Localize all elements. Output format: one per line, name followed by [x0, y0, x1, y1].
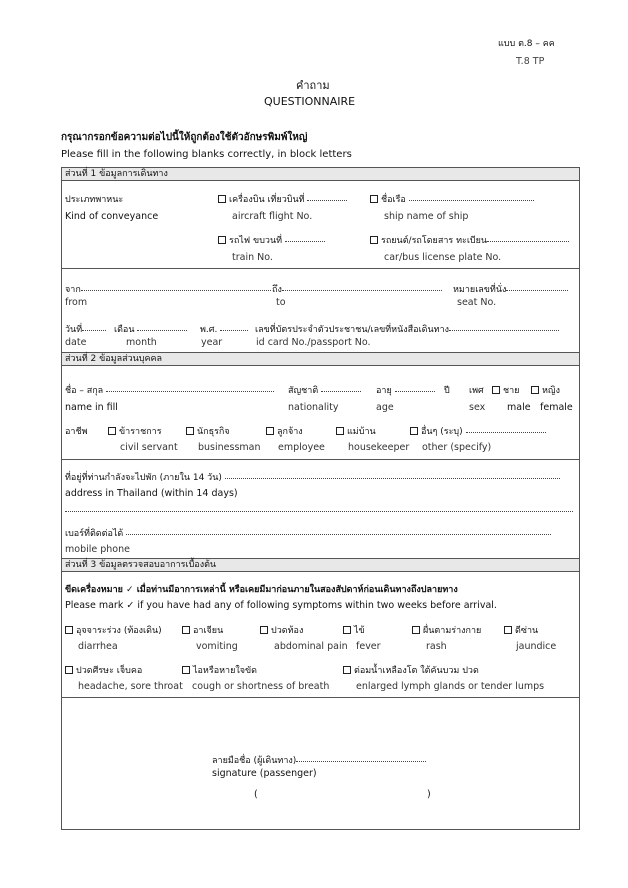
- symptom-lymph-en: enlarged lymph glands or tender lumps: [356, 681, 545, 692]
- title-en: QUESTIONNAIRE: [264, 95, 356, 108]
- symptom-diarrhea-en: diarrhea: [78, 641, 118, 652]
- occ-housekeeper-en: housekeeper: [348, 442, 410, 453]
- address-field[interactable]: ที่อยู่ที่ท่านกำลังจะไปพัก (ภายใน 14 วัน): [65, 470, 560, 484]
- symptom-cough-en: cough or shortness of breath: [192, 681, 330, 692]
- year-label-en: year: [201, 337, 223, 348]
- mark-instruction-en: Please mark ✓ if you have had any of following symptoms within two weeks before arrival.: [65, 600, 497, 611]
- symptom-vomiting-checkbox[interactable]: [182, 626, 190, 634]
- id-field[interactable]: เลขที่บัตรประจำตัวประชาชน/เลขที่หนังสือเดินทาง: [255, 322, 559, 336]
- symptom-fever-en: fever: [356, 641, 381, 652]
- male-option[interactable]: ชาย: [492, 383, 519, 397]
- symptom-headache-en: headache, sore throat: [78, 681, 183, 692]
- month-field[interactable]: เดือน: [114, 322, 187, 336]
- occ-other-en: other (specify): [422, 442, 492, 453]
- symptom-fever-checkbox[interactable]: [343, 626, 351, 634]
- form-code-en: T.8 TP: [516, 56, 545, 67]
- symptom-abdominal-checkbox[interactable]: [260, 626, 268, 634]
- title-th: คำถาม: [296, 79, 330, 92]
- signature-label-en: signature (passenger): [212, 768, 317, 779]
- divider: [61, 268, 580, 269]
- month-label-en: month: [126, 337, 157, 348]
- paren-close: ): [427, 789, 431, 800]
- nationality-field[interactable]: สัญชาติ: [288, 383, 361, 397]
- ship-checkbox[interactable]: [370, 195, 378, 203]
- occ-employee-checkbox[interactable]: [266, 427, 274, 435]
- male-checkbox[interactable]: [492, 386, 500, 394]
- year-unit: ปี: [444, 386, 450, 396]
- ship-label-en: ship name of ship: [384, 211, 469, 222]
- car-label-en: car/bus license plate No.: [384, 252, 502, 263]
- sex-label-en: sex: [469, 402, 486, 413]
- signature-field[interactable]: ลายมือชื่อ (ผู้เดินทาง): [212, 753, 426, 767]
- nationality-label-en: nationality: [288, 402, 339, 413]
- sex-label: เพศ: [469, 386, 484, 396]
- female-option[interactable]: หญิง: [531, 383, 560, 397]
- male-label-en: male: [507, 402, 531, 413]
- occ-civil[interactable]: ข้าราชการ: [108, 424, 162, 438]
- conveyance-label: ประเภทพาหนะ: [65, 195, 124, 205]
- occ-other-checkbox[interactable]: [410, 427, 418, 435]
- symptom-rash[interactable]: ผื่นตามร่างกาย: [412, 623, 481, 637]
- occ-business[interactable]: นักธุรกิจ: [186, 424, 230, 438]
- divider: [61, 697, 580, 698]
- seat-label-en: seat No.: [457, 297, 497, 308]
- symptom-diarrhea[interactable]: อุจจาระร่วง (ท้องเดิน): [65, 623, 162, 637]
- symptom-rash-checkbox[interactable]: [412, 626, 420, 634]
- date-field[interactable]: วันที่: [65, 322, 106, 336]
- occ-housekeeper[interactable]: แม่บ้าน: [336, 424, 376, 438]
- occ-business-en: businessman: [198, 442, 261, 453]
- section1-header: ส่วนที่ 1 ข้อมูลการเดินทาง: [61, 167, 580, 181]
- symptom-abdominal-en: abdominal pain: [274, 641, 348, 652]
- age-field[interactable]: อายุ: [376, 383, 435, 397]
- conveyance-label-en: Kind of conveyance: [65, 211, 159, 222]
- phone-label-en: mobile phone: [65, 544, 130, 555]
- symptom-cough[interactable]: ไอหรือหายใจขัด: [182, 663, 257, 677]
- symptom-abdominal[interactable]: ปวดท้อง: [260, 623, 303, 637]
- age-label-en: age: [376, 402, 394, 413]
- seat-field[interactable]: หมายเลขที่นั่ง: [453, 282, 568, 296]
- occ-civil-en: civil servant: [120, 442, 178, 453]
- symptom-diarrhea-checkbox[interactable]: [65, 626, 73, 634]
- name-field[interactable]: ชื่อ – สกุล: [65, 383, 274, 397]
- instruction-en: Please fill in the following blanks correctly, in block letters: [61, 149, 352, 160]
- symptom-vomiting[interactable]: อาเจียน: [182, 623, 223, 637]
- phone-field[interactable]: เบอร์ที่ติดต่อได้: [65, 526, 551, 540]
- occ-employee[interactable]: ลูกจ้าง: [266, 424, 303, 438]
- symptom-headache-checkbox[interactable]: [65, 666, 73, 674]
- symptom-fever[interactable]: ไข้: [343, 623, 365, 637]
- symptom-lymph[interactable]: ต่อมน้ำเหลืองโต ใต้คันบวม ปวด: [343, 663, 479, 677]
- mark-instruction-th: ขีดเครื่องหมาย ✓ เมื่อท่านมีอาการเหล่านี้ หรือเคยมีมาก่อนภายในสองสัปดาห์ก่อนเดินทางถึงปลายทาง: [65, 585, 458, 595]
- address-label-en: address in Thailand (within 14 days): [65, 488, 238, 499]
- occ-civil-checkbox[interactable]: [108, 427, 116, 435]
- from-label-en: from: [65, 297, 88, 308]
- address-line-2[interactable]: [65, 511, 573, 512]
- occ-other[interactable]: อื่นๆ (ระบุ): [410, 424, 546, 438]
- aircraft-option[interactable]: เครื่องบิน เที่ยวบินที่: [218, 192, 347, 206]
- symptom-jaundice-checkbox[interactable]: [504, 626, 512, 634]
- car-checkbox[interactable]: [370, 236, 378, 244]
- name-label-en: name in fill: [65, 402, 118, 413]
- to-label-en: to: [276, 297, 286, 308]
- to-field[interactable]: ถึง: [272, 282, 442, 296]
- occ-employee-en: employee: [278, 442, 325, 453]
- symptom-vomiting-en: vomiting: [196, 641, 238, 652]
- divider: [61, 459, 580, 460]
- train-label-en: train No.: [232, 252, 273, 263]
- ship-option[interactable]: ชื่อเรือ: [370, 192, 534, 206]
- car-option[interactable]: รถยนต์/รถโดยสาร ทะเบียน: [370, 233, 569, 247]
- symptom-headache[interactable]: ปวดศีรษะ เจ็บคอ: [65, 663, 142, 677]
- form-code: แบบ ต.8 – คค: [498, 39, 555, 49]
- aircraft-label-en: aircraft flight No.: [232, 211, 313, 222]
- from-field[interactable]: จาก: [65, 282, 271, 296]
- train-checkbox[interactable]: [218, 236, 226, 244]
- female-checkbox[interactable]: [531, 386, 539, 394]
- paren-open: (: [254, 789, 258, 800]
- train-option[interactable]: รถไฟ ขบวนที่: [218, 233, 325, 247]
- aircraft-checkbox[interactable]: [218, 195, 226, 203]
- section3-header: ส่วนที่ 3 ข้อมูลตรวจสอบอาการเบื้องต้น: [61, 558, 580, 572]
- date-label-en: date: [65, 337, 87, 348]
- symptom-jaundice[interactable]: ดีซ่าน: [504, 623, 538, 637]
- instruction-th: กรุณากรอกข้อความต่อไปนี้ให้ถูกต้องใช้ตัวอักษรพิมพ์ใหญ่: [61, 132, 308, 143]
- symptom-jaundice-en: jaundice: [516, 641, 557, 652]
- occ-housekeeper-checkbox[interactable]: [336, 427, 344, 435]
- id-label-en: id card No./passport No.: [256, 337, 371, 348]
- section2-header: ส่วนที่ 2 ข้อมูลส่วนบุคคล: [61, 352, 580, 366]
- female-label-en: female: [540, 402, 573, 413]
- year-field[interactable]: พ.ศ.: [200, 322, 248, 336]
- symptom-rash-en: rash: [426, 641, 447, 652]
- occ-business-checkbox[interactable]: [186, 427, 194, 435]
- symptom-cough-checkbox[interactable]: [182, 666, 190, 674]
- occupation-label: อาชีพ: [65, 427, 88, 437]
- symptom-lymph-checkbox[interactable]: [343, 666, 351, 674]
